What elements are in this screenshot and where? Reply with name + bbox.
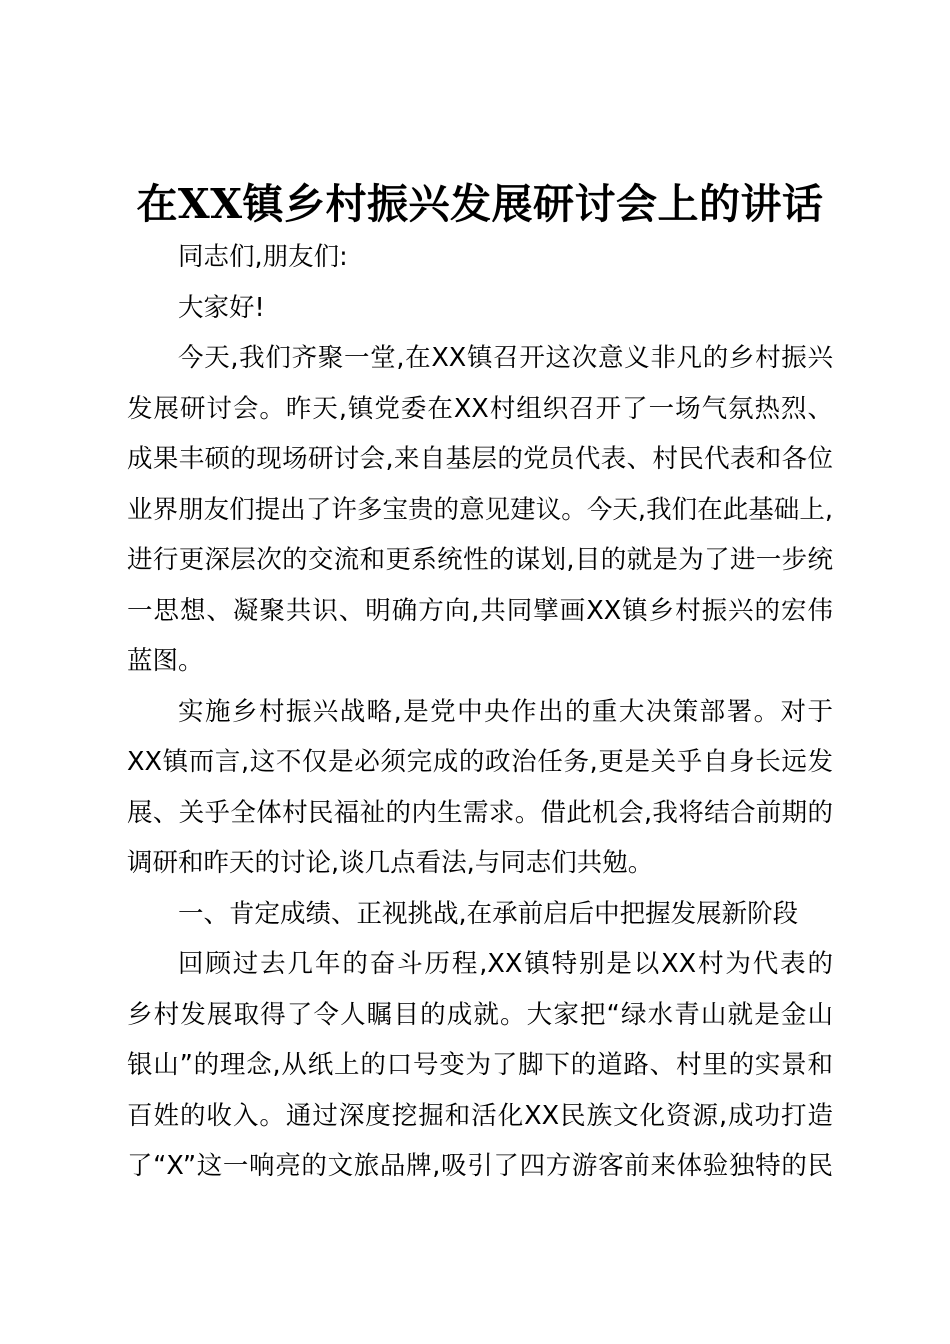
section-heading-line: 一、肯定成绩、正视挑战,在承前启后中把握发展新阶段: [178, 898, 799, 929]
paragraph-line: 百姓的收入。通过深度挖掘和活化XX民族文化资源,成功打造: [127, 1100, 833, 1131]
paragraph-line: 乡村发展取得了令人瞩目的成就。大家把“绿水青山就是金山: [127, 999, 833, 1030]
salutation-line: 大家好!: [178, 292, 265, 323]
section-heading-1: [127, 889, 833, 940]
paragraph-line: 银山”的理念,从纸上的口号变为了脚下的道路、村里的实景和: [127, 1050, 833, 1080]
paragraph-line: XX镇而言,这不仅是必须完成的政治任务,更是关乎自身长远发: [127, 747, 833, 777]
paragraph-line: 了“X”这一响亮的文旅品牌,吸引了四方游客前来体验独特的民: [127, 1151, 833, 1181]
paragraph-line: 实施乡村振兴战略,是党中央作出的重大决策部署。对于: [178, 696, 833, 727]
document-title: 在XX镇乡村振兴发展研讨会上的讲话: [136, 180, 824, 228]
paragraph-line: 一思想、凝聚共识、明确方向,共同擘画XX镇乡村振兴的宏伟: [127, 595, 833, 626]
paragraph-line: 进行更深层次的交流和更系统性的谋划,目的就是为了进一步统: [127, 545, 833, 575]
paragraph-line: 今天,我们齐聚一堂,在XX镇召开这次意义非凡的乡村振兴: [178, 343, 833, 373]
paragraph-line: 展、关乎全体村民福祉的内生需求。借此机会,我将结合前期的: [127, 797, 833, 828]
paragraph-line: 调研和昨天的讨论,谈几点看法,与同志们共勉。: [127, 848, 654, 878]
greeting-line: 同志们,朋友们:: [178, 242, 348, 272]
paragraph-line: 蓝图。: [127, 646, 204, 676]
paragraph-opening: [127, 333, 833, 687]
paragraph-strategy: [127, 687, 833, 889]
paragraph-line: 业界朋友们提出了许多宝贵的意见建议。今天,我们在此基础上,: [127, 494, 833, 525]
paragraph-line: 回顾过去几年的奋斗历程,XX镇特别是以XX村为代表的: [178, 949, 833, 979]
paragraph-line: 发展研讨会。昨天,镇党委在XX村组织召开了一场气氛热烈、: [127, 393, 833, 424]
document-body: [127, 232, 833, 1192]
paragraph-line: 成果丰硕的现场研讨会,来自基层的党员代表、村民代表和各位: [127, 444, 833, 474]
paragraph-review: [127, 939, 833, 1192]
